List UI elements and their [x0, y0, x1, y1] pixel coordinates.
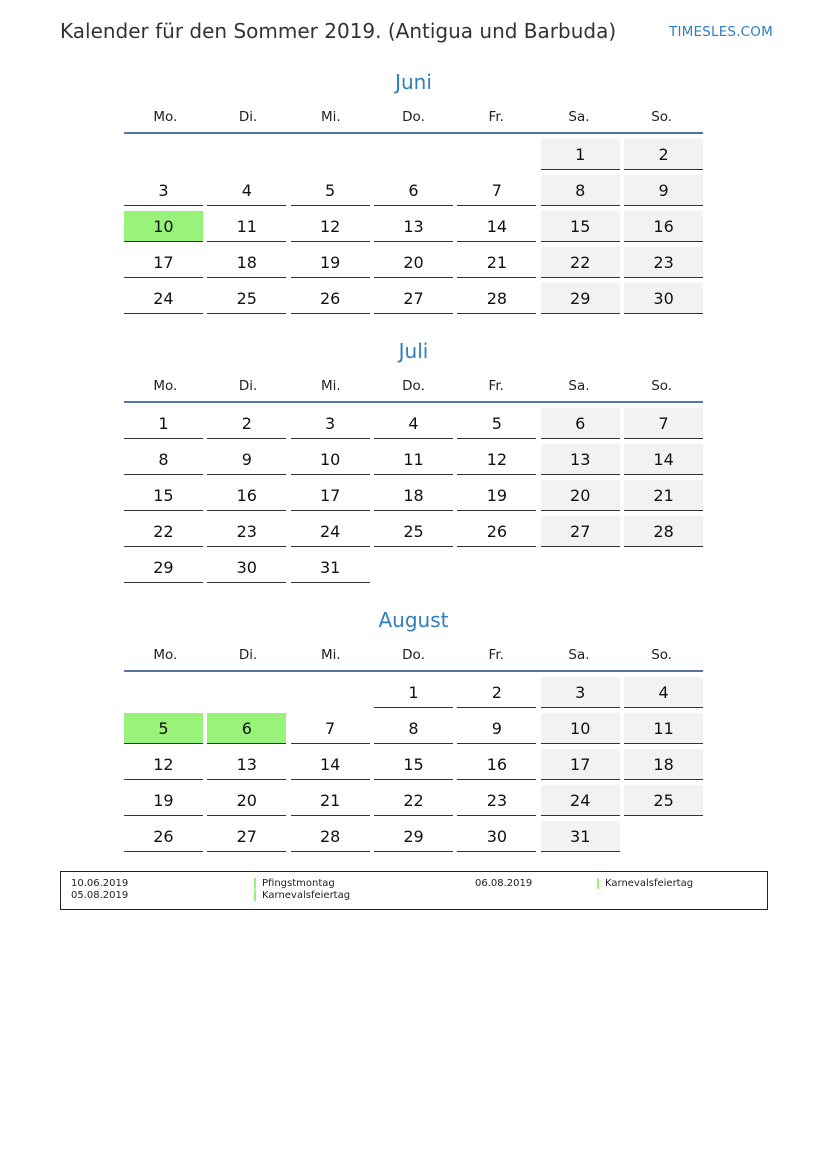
legend-holiday-name: Karnevalsfeiertag: [262, 890, 351, 901]
day-cell: 8: [374, 713, 453, 744]
day-cell: 19: [291, 247, 370, 278]
week-row: [124, 283, 703, 319]
weekday-label: So.: [651, 377, 673, 394]
holiday-day-cell: 5: [124, 713, 203, 744]
day-cell: 21: [457, 247, 536, 278]
empty-day-cell: [291, 677, 370, 708]
day-cell: 26: [124, 821, 203, 852]
weekday-label: Mi.: [320, 377, 341, 394]
day-cell: 10: [291, 444, 370, 475]
day-cell: 30: [457, 821, 536, 852]
empty-day-cell: [624, 821, 703, 852]
day-cell: 13: [374, 211, 453, 242]
day-cell: 29: [124, 552, 203, 583]
weekend-day-cell: 9: [624, 175, 703, 206]
day-cell: 14: [457, 211, 536, 242]
weekday-label: Mi.: [320, 108, 341, 125]
weekend-day-cell: 14: [624, 444, 703, 475]
brand-link[interactable]: TIMESLES.COM: [669, 24, 773, 40]
day-cell: 4: [207, 175, 286, 206]
weekend-day-cell: 8: [541, 175, 620, 206]
empty-day-cell: [624, 552, 703, 583]
day-cell: 1: [374, 677, 453, 708]
weekday-header: [124, 641, 703, 668]
day-cell: 23: [207, 516, 286, 547]
legend-holiday-name: Pfingstmontag: [262, 878, 335, 889]
week-row: [124, 444, 703, 480]
weekday-label: Mo.: [153, 108, 178, 125]
weekday-label: Sa.: [568, 377, 590, 394]
day-cell: 16: [207, 480, 286, 511]
week-row: [124, 247, 703, 283]
weekend-day-cell: 13: [541, 444, 620, 475]
weekday-label: Fr.: [488, 108, 504, 125]
weekend-day-cell: 17: [541, 749, 620, 780]
page-title: Kalender für den Sommer 2019. (Antigua und Barbuda): [60, 19, 617, 43]
empty-day-cell: [124, 139, 203, 170]
day-cell: 2: [457, 677, 536, 708]
day-cell: 24: [124, 283, 203, 314]
day-cell: 19: [457, 480, 536, 511]
weekend-day-cell: 31: [541, 821, 620, 852]
day-cell: 18: [374, 480, 453, 511]
day-cell: 11: [374, 444, 453, 475]
day-cell: 28: [457, 283, 536, 314]
empty-day-cell: [457, 552, 536, 583]
day-cell: 23: [457, 785, 536, 816]
header-divider: [124, 401, 703, 403]
day-cell: 11: [207, 211, 286, 242]
holiday-marker: [254, 878, 256, 889]
day-cell: 3: [291, 408, 370, 439]
empty-day-cell: [374, 552, 453, 583]
day-cell: 12: [457, 444, 536, 475]
weekend-day-cell: 20: [541, 480, 620, 511]
day-cell: 15: [374, 749, 453, 780]
weekend-day-cell: 18: [624, 749, 703, 780]
week-row: [124, 211, 703, 247]
weekday-label: Do.: [402, 377, 425, 394]
week-row: [124, 175, 703, 211]
day-cell: 12: [124, 749, 203, 780]
weekday-label: Mo.: [153, 646, 178, 663]
weekend-day-cell: 22: [541, 247, 620, 278]
month-name: Juli: [398, 339, 429, 363]
month-juni: [124, 67, 703, 319]
empty-day-cell: [207, 677, 286, 708]
weekend-day-cell: 28: [624, 516, 703, 547]
weekend-day-cell: 11: [624, 713, 703, 744]
day-cell: 8: [124, 444, 203, 475]
month-juli: [124, 336, 703, 588]
weekend-day-cell: 27: [541, 516, 620, 547]
day-cell: 21: [291, 785, 370, 816]
weekend-day-cell: 24: [541, 785, 620, 816]
holiday-day-cell: 10: [124, 211, 203, 242]
day-cell: 19: [124, 785, 203, 816]
empty-day-cell: [207, 139, 286, 170]
day-cell: 20: [207, 785, 286, 816]
day-cell: 22: [374, 785, 453, 816]
weekday-label: Sa.: [568, 646, 590, 663]
weekday-label: Di.: [238, 108, 258, 125]
day-cell: 22: [124, 516, 203, 547]
week-row: [124, 552, 703, 588]
weekend-day-cell: 2: [624, 139, 703, 170]
month-name: Juni: [395, 70, 432, 94]
day-cell: 28: [291, 821, 370, 852]
empty-day-cell: [374, 139, 453, 170]
legend-holiday-name: Karnevalsfeiertag: [605, 878, 694, 889]
empty-day-cell: [541, 552, 620, 583]
week-row: [124, 677, 703, 713]
weekday-label: So.: [651, 646, 673, 663]
empty-day-cell: [124, 677, 203, 708]
day-cell: 2: [207, 408, 286, 439]
weekend-day-cell: 1: [541, 139, 620, 170]
weekday-label: Fr.: [488, 377, 504, 394]
weekend-day-cell: 6: [541, 408, 620, 439]
weekend-day-cell: 16: [624, 211, 703, 242]
weekday-header: [124, 372, 703, 399]
week-row: [124, 785, 703, 821]
header-divider: [124, 670, 703, 672]
legend-date: 06.08.2019: [475, 878, 533, 889]
weekend-day-cell: 10: [541, 713, 620, 744]
week-row: [124, 821, 703, 857]
legend-date: 10.06.2019: [71, 878, 129, 889]
empty-day-cell: [291, 139, 370, 170]
day-cell: 17: [291, 480, 370, 511]
weekend-day-cell: 4: [624, 677, 703, 708]
day-cell: 4: [374, 408, 453, 439]
legend-date: 05.08.2019: [71, 890, 129, 901]
day-cell: 7: [291, 713, 370, 744]
weekend-day-cell: 3: [541, 677, 620, 708]
weekday-label: So.: [651, 108, 673, 125]
day-cell: 27: [207, 821, 286, 852]
day-cell: 27: [374, 283, 453, 314]
weekday-label: Do.: [402, 646, 425, 663]
day-cell: 14: [291, 749, 370, 780]
empty-day-cell: [457, 139, 536, 170]
week-row: [124, 749, 703, 785]
month-august: [124, 605, 703, 857]
day-cell: 17: [124, 247, 203, 278]
week-row: [124, 713, 703, 749]
week-row: [124, 480, 703, 516]
weekday-label: Di.: [238, 646, 258, 663]
day-cell: 9: [207, 444, 286, 475]
weekday-label: Fr.: [488, 646, 504, 663]
day-cell: 7: [457, 175, 536, 206]
day-cell: 26: [457, 516, 536, 547]
day-cell: 18: [207, 247, 286, 278]
weekday-label: Mo.: [153, 377, 178, 394]
day-cell: 20: [374, 247, 453, 278]
weekend-day-cell: 25: [624, 785, 703, 816]
weekend-day-cell: 29: [541, 283, 620, 314]
day-cell: 25: [207, 283, 286, 314]
day-cell: 26: [291, 283, 370, 314]
day-cell: 1: [124, 408, 203, 439]
day-cell: 5: [291, 175, 370, 206]
weekday-label: Mi.: [320, 646, 341, 663]
day-cell: 29: [374, 821, 453, 852]
day-cell: 9: [457, 713, 536, 744]
weekday-label: Do.: [402, 108, 425, 125]
day-cell: 24: [291, 516, 370, 547]
day-cell: 25: [374, 516, 453, 547]
holiday-marker: [597, 878, 599, 889]
day-cell: 16: [457, 749, 536, 780]
day-cell: 5: [457, 408, 536, 439]
holiday-marker: [254, 890, 256, 901]
week-row: [124, 139, 703, 175]
day-cell: 30: [207, 552, 286, 583]
weekday-header: [124, 103, 703, 130]
holiday-legend: [60, 871, 768, 910]
day-cell: 15: [124, 480, 203, 511]
weekday-label: Di.: [238, 377, 258, 394]
week-row: [124, 516, 703, 552]
header-divider: [124, 132, 703, 134]
holiday-day-cell: 6: [207, 713, 286, 744]
weekend-day-cell: 23: [624, 247, 703, 278]
day-cell: 31: [291, 552, 370, 583]
day-cell: 3: [124, 175, 203, 206]
day-cell: 13: [207, 749, 286, 780]
week-row: [124, 408, 703, 444]
weekday-label: Sa.: [568, 108, 590, 125]
weekend-day-cell: 7: [624, 408, 703, 439]
weekend-day-cell: 21: [624, 480, 703, 511]
month-name: August: [378, 608, 449, 632]
day-cell: 12: [291, 211, 370, 242]
day-cell: 6: [374, 175, 453, 206]
weekend-day-cell: 30: [624, 283, 703, 314]
weekend-day-cell: 15: [541, 211, 620, 242]
